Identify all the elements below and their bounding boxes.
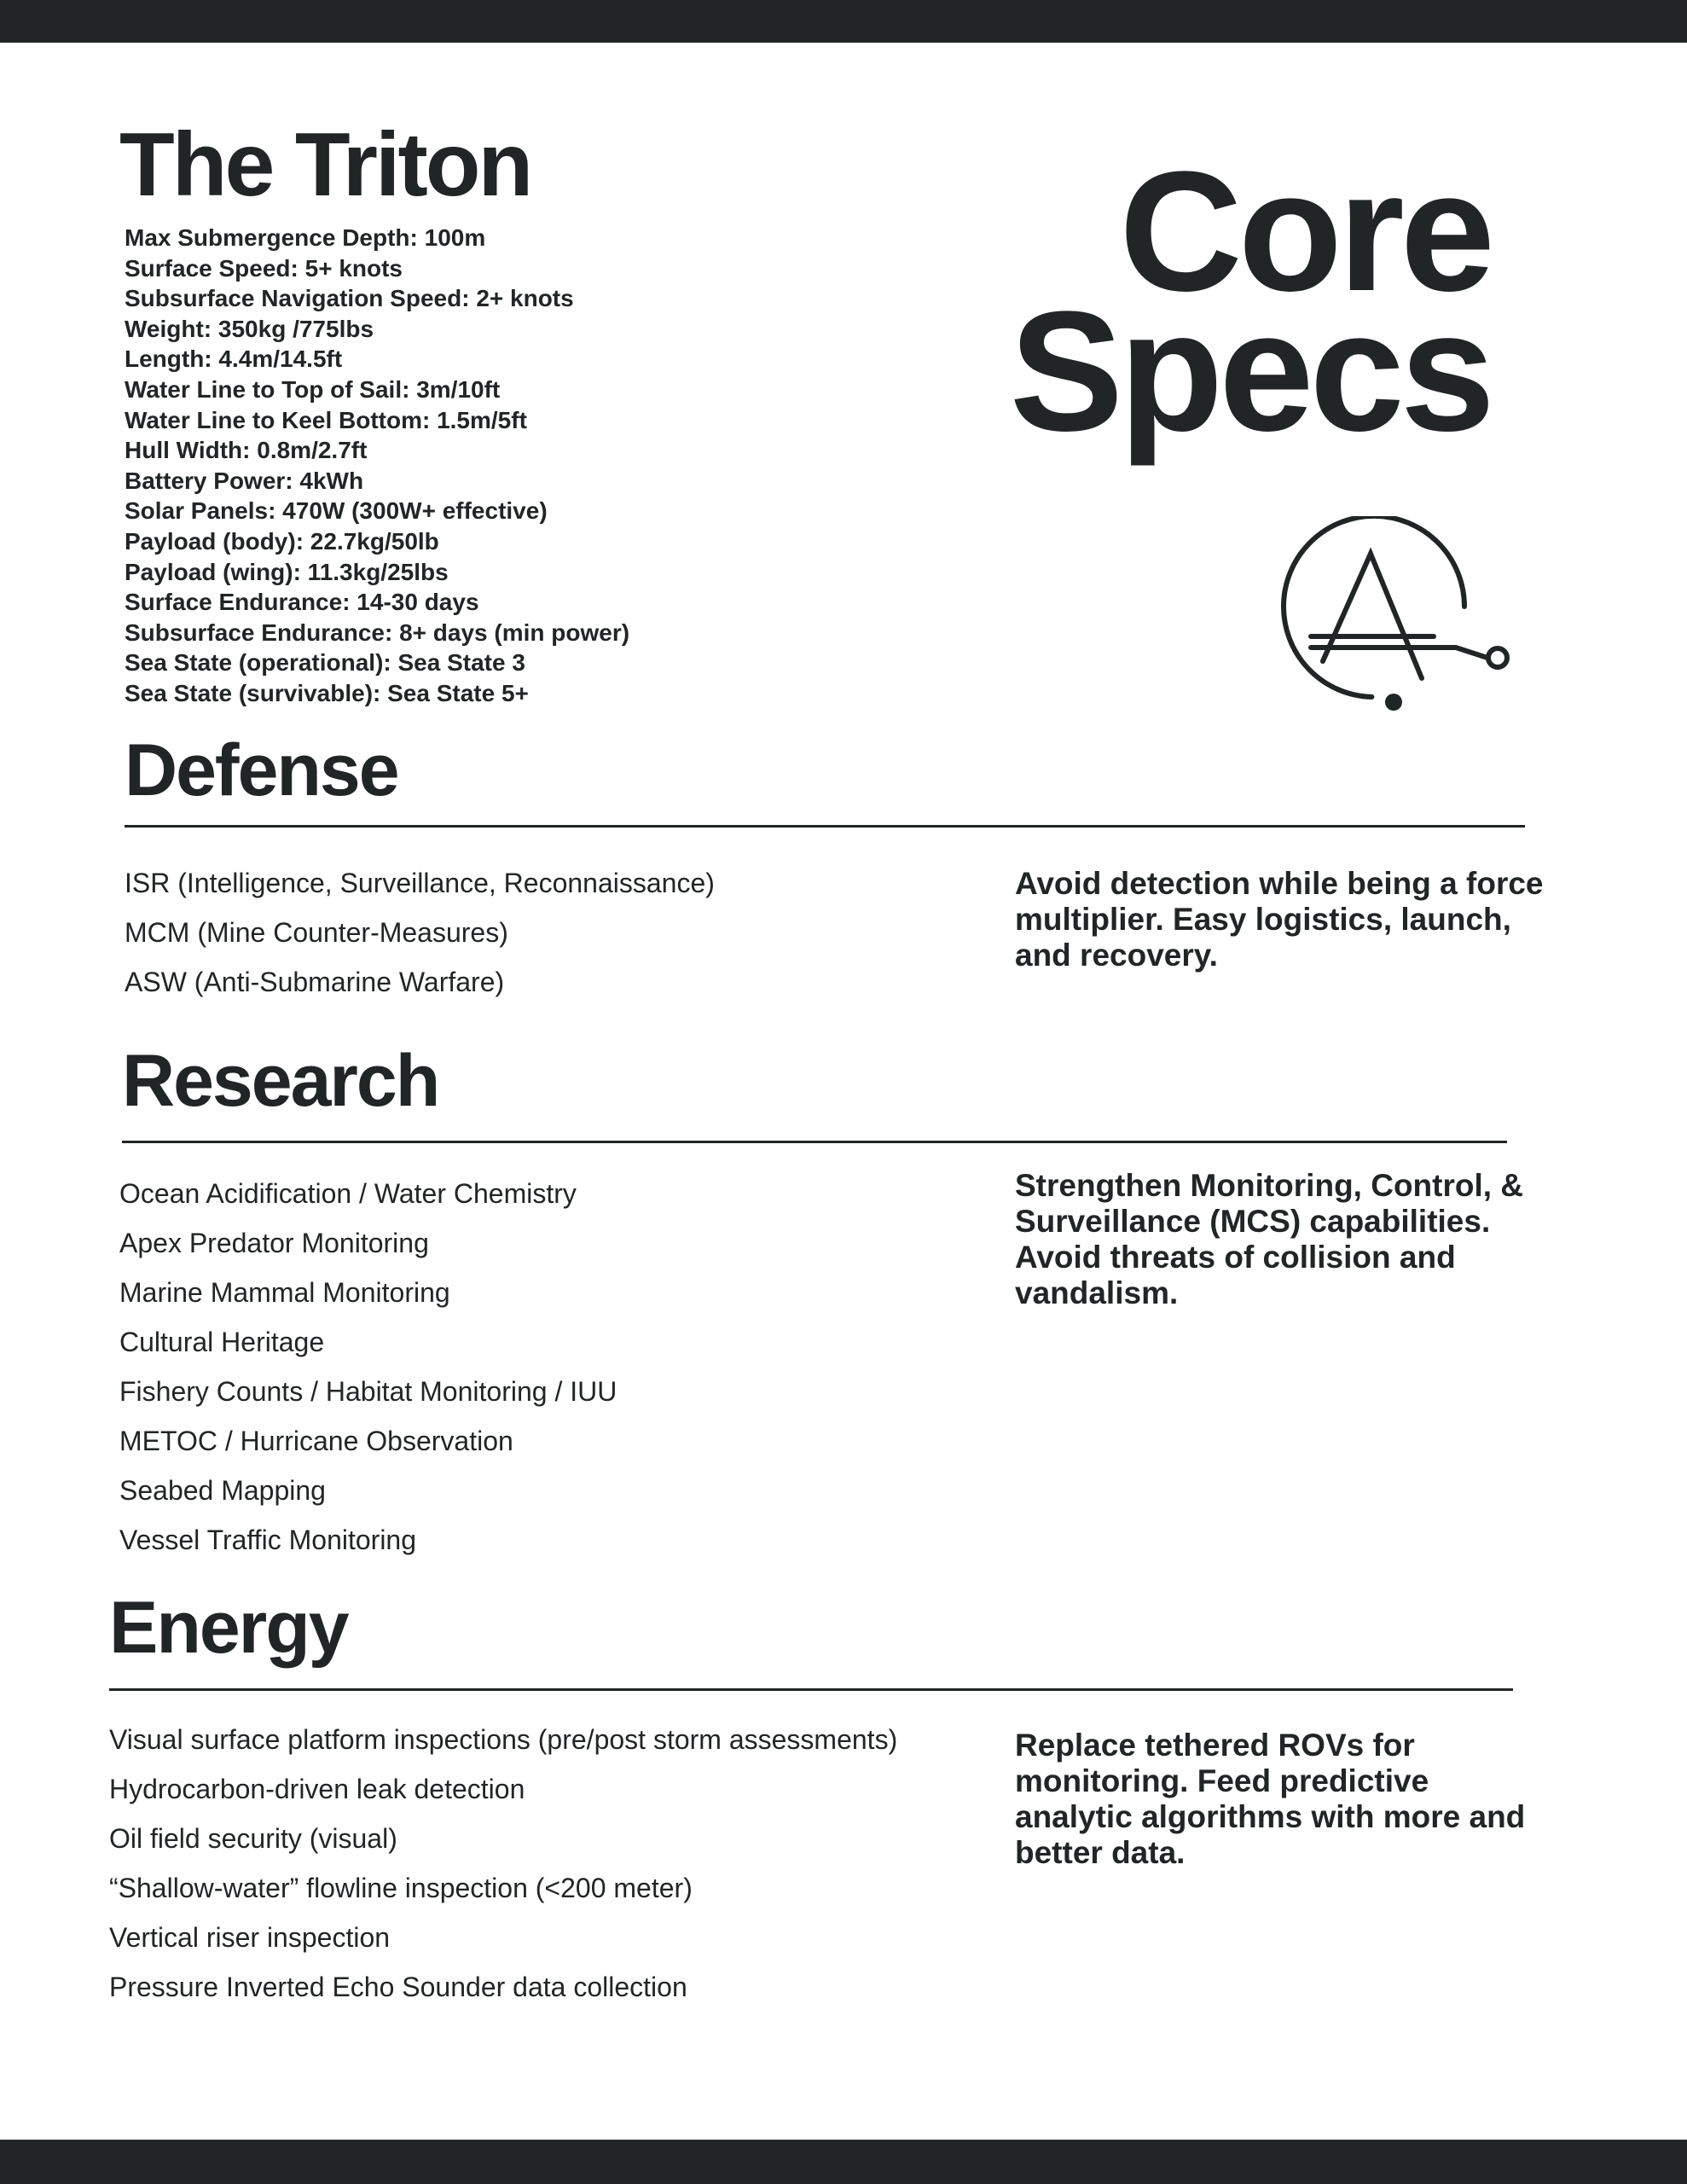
- top-bar: [0, 0, 1687, 43]
- list-item: METOC / Hurricane Observation: [119, 1426, 513, 1456]
- spec-item: Length: 4.4m/14.5ft: [125, 346, 343, 373]
- list-item: Seabed Mapping: [119, 1475, 326, 1506]
- energy-divider: [109, 1688, 1513, 1691]
- list-item: Apex Predator Monitoring: [119, 1228, 429, 1258]
- spec-item: Weight: 350kg /775lbs: [125, 315, 374, 342]
- list-item: Visual surface platform inspections (pre/post storm assessments): [109, 1724, 898, 1755]
- research-divider: [122, 1141, 1507, 1143]
- list-item: Pressure Inverted Echo Sounder data collection: [109, 1972, 687, 2002]
- research-blurb: Strengthen Monitoring, Control, & Surveillance (MCS) capabilities. Avoid threats of collision and vandalism.: [1015, 1168, 1524, 1310]
- spec-item: Surface Speed: 5+ knots: [125, 254, 403, 282]
- defense-blurb: Avoid detection while being a force multiplier. Easy logistics, launch, and recovery.: [1015, 866, 1544, 973]
- triton-compass-logo-icon: [1275, 516, 1518, 721]
- list-item: ASW (Anti-Submarine Warfare): [125, 967, 505, 997]
- spec-item: Sea State (operational): Sea State 3: [125, 649, 525, 677]
- specs-heading-line: Specs: [1009, 276, 1491, 467]
- spec-item: Payload (wing): 11.3kg/25lbs: [125, 558, 449, 585]
- spec-item: Payload (body): 22.7kg/50lb: [125, 527, 439, 555]
- spec-item: Subsurface Navigation Speed: 2+ knots: [125, 285, 574, 312]
- defense-list: [125, 858, 715, 1007]
- spec-item: Solar Panels: 470W (300W+ effective): [125, 497, 548, 525]
- list-item: Ocean Acidification / Water Chemistry: [119, 1178, 577, 1209]
- spec-item: Max Submergence Depth: 100m: [125, 224, 486, 251]
- spec-item: Hull Width: 0.8m/2.7ft: [125, 437, 368, 464]
- spec-item: Water Line to Top of Sail: 3m/10ft: [125, 375, 501, 403]
- spec-list: [125, 223, 629, 709]
- research-list: [119, 1169, 617, 1565]
- spec-item: Sea State (survivable): Sea State 5+: [125, 679, 529, 706]
- list-item: Hydrocarbon-driven leak detection: [109, 1774, 525, 1804]
- spec-item: Subsurface Endurance: 8+ days (min power): [125, 619, 630, 646]
- bottom-bar: [0, 2140, 1687, 2184]
- energy-blurb: Replace tethered ROVs for monitoring. Feed predictive analytic algorithms with more and better data.: [1015, 1728, 1526, 1870]
- list-item: MCM (Mine Counter-Measures): [125, 917, 508, 948]
- list-item: Marine Mammal Monitoring: [119, 1277, 450, 1308]
- list-item: Cultural Heritage: [119, 1327, 325, 1357]
- research-title: Research: [122, 1040, 439, 1122]
- core-specs-heading: [1009, 136, 1491, 467]
- spec-item: Surface Endurance: 14-30 days: [125, 589, 479, 616]
- spec-item: Water Line to Keel Bottom: 1.5m/5ft: [125, 406, 527, 433]
- list-item: Vessel Traffic Monitoring: [119, 1525, 417, 1555]
- energy-title: Energy: [109, 1587, 348, 1669]
- list-item: Oil field security (visual): [109, 1823, 397, 1854]
- page-title: The Triton: [119, 114, 531, 215]
- spec-item: Battery Power: 4kWh: [125, 467, 364, 494]
- list-item: “Shallow-water” flowline inspection (<200 meter): [109, 1873, 693, 1903]
- energy-list: [109, 1715, 897, 2012]
- list-item: ISR (Intelligence, Surveillance, Reconnaissance): [125, 868, 715, 898]
- defense-title: Defense: [125, 729, 398, 811]
- list-item: Fishery Counts / Habitat Monitoring / IUU: [119, 1376, 617, 1407]
- list-item: Vertical riser inspection: [109, 1922, 391, 1953]
- core-heading-line: Core: [1119, 136, 1491, 327]
- defense-divider: [125, 825, 1525, 828]
